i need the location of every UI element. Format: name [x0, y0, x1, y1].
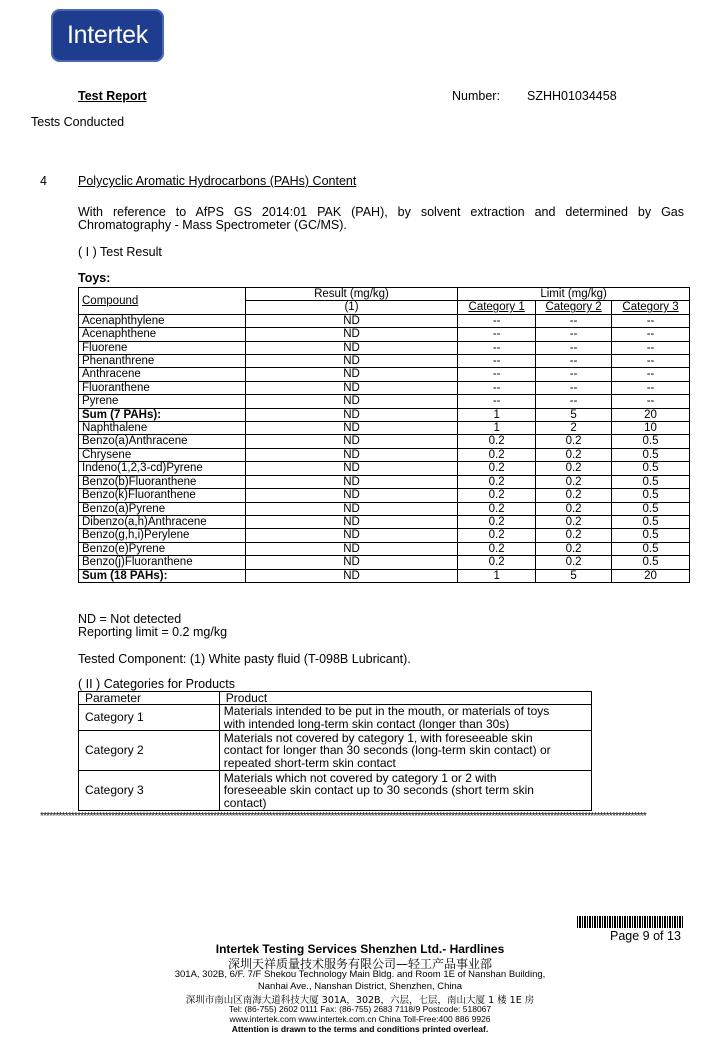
categories-table [78, 691, 592, 811]
compound-cell: Phenanthrene [79, 355, 246, 368]
result-heading: ( I ) Test Result [78, 245, 162, 259]
limit-category-1-cell: 0.2 [458, 489, 536, 502]
limit-category-3-cell: -- [612, 395, 690, 408]
category-row [79, 705, 592, 731]
table-header-row [79, 288, 690, 301]
result-cell: ND [245, 368, 457, 381]
limit-category-3-cell: 0.5 [612, 448, 690, 461]
limit-category-2-cell: 5 [536, 569, 612, 582]
limit-category-3-cell: -- [612, 314, 690, 327]
limit-category-2-cell: 0.2 [536, 515, 612, 528]
limit-category-3-cell: 0.5 [612, 529, 690, 542]
table-row [79, 542, 690, 555]
compound-cell: Fluoranthene [79, 381, 246, 394]
product-description-line: repeated short-term skin contact [223, 755, 396, 770]
table-row [79, 355, 690, 368]
limit-category-1-cell: 0.2 [458, 542, 536, 555]
category-row [79, 771, 592, 811]
result-cell: ND [245, 355, 457, 368]
category-2-header: Category 2 [536, 301, 612, 314]
footer-contact: Tel: (86-755) 2602 0111 Fax: (86-755) 2683 7118/9 Postcode: 518067 [228, 1004, 492, 1014]
footer-address-cn: 深圳市南山区南海大道科技大厦 301A，302B，六层，七层，南山大厦 1 楼 1E 房 [185, 995, 535, 1006]
limit-category-2-cell: 0.2 [536, 435, 612, 448]
table-row [79, 475, 690, 488]
result-cell: ND [245, 422, 457, 435]
limit-category-2-cell: 0.2 [536, 556, 612, 569]
table-row [79, 408, 690, 421]
product-description-line: Materials intended to be put in the mouth, or materials of toys [223, 704, 550, 718]
footer-address-1: 301A, 302B, 6/F. 7/F Shekou Technology Main Bldg. and Room 1E of Nanshan Building, [174, 969, 546, 980]
category-parameter-cell: Category 3 [79, 771, 220, 811]
limit-category-2-cell: -- [536, 368, 612, 381]
nd-note: ND = Not detected [78, 612, 182, 626]
limit-category-3-cell: 10 [612, 422, 690, 435]
limit-category-1-cell: 1 [458, 408, 536, 421]
footer-web: www.intertek.com www.intertek.com.cn China Toll-Free:400 886 9926 [229, 1014, 491, 1024]
section-title: Tests Conducted [31, 115, 125, 129]
limit-category-3-cell: 0.5 [612, 489, 690, 502]
product-header: Product [219, 692, 591, 705]
limit-category-3-cell: 20 [612, 569, 690, 582]
compound-cell: Benzo(a)Pyrene [79, 502, 246, 515]
limit-category-1-cell: -- [458, 314, 536, 327]
result-cell: ND [245, 408, 457, 421]
pah-results-table [78, 287, 690, 583]
limit-category-1-cell: 0.2 [458, 435, 536, 448]
table-row [79, 395, 690, 408]
compound-cell: Benzo(j)Fluoranthene [79, 556, 246, 569]
limit-category-3-cell: -- [612, 355, 690, 368]
result-cell: ND [245, 475, 457, 488]
table-row [79, 462, 690, 475]
limit-category-3-cell: 0.5 [612, 502, 690, 515]
product-description-line: contact) [223, 795, 267, 810]
table-row [79, 529, 690, 542]
limit-category-2-cell: -- [536, 355, 612, 368]
result-cell: ND [245, 448, 457, 461]
category-parameter-cell: Category 2 [79, 731, 220, 771]
result-cell: ND [245, 395, 457, 408]
category-product-cell [219, 771, 591, 811]
result-cell: ND [245, 328, 457, 341]
table-row [79, 435, 690, 448]
limit-category-1-cell: -- [458, 328, 536, 341]
result-cell: ND [245, 542, 457, 555]
result-cell: ND [245, 341, 457, 354]
limit-category-1-cell: 0.2 [458, 502, 536, 515]
table-row [79, 341, 690, 354]
separator-line: **************************************************************************************************************************************************************************************************** [40, 812, 646, 822]
intertek-logo [51, 9, 164, 62]
result-cell: ND [245, 489, 457, 502]
reporting-limit-note: Reporting limit = 0.2 mg/kg [78, 625, 228, 639]
limit-category-1-cell: 0.2 [458, 515, 536, 528]
barcode-icon [577, 916, 683, 928]
compound-cell: Dibenzo(a,h)Anthracene [79, 515, 246, 528]
limit-category-3-cell: -- [612, 368, 690, 381]
table-row [79, 556, 690, 569]
table-row [79, 368, 690, 381]
table-row [79, 569, 690, 582]
limit-category-1-cell: -- [458, 355, 536, 368]
table-row [79, 448, 690, 461]
product-description-line: Materials not covered by category 1, with foreseeable skin [223, 730, 533, 745]
product-description-line: contact for longer than 30 seconds (long-term skin contact) or [223, 743, 551, 758]
report-number: SZHH01034458 [527, 89, 617, 103]
limit-category-1-cell: -- [458, 381, 536, 394]
compound-cell: Benzo(a)Anthracene [79, 435, 246, 448]
compound-cell: Benzo(k)Fluoranthene [79, 489, 246, 502]
limit-category-2-cell: 0.2 [536, 529, 612, 542]
compound-cell: Anthracene [79, 368, 246, 381]
footer-attention: Attention is drawn to the terms and conditions printed overleaf. [231, 1024, 489, 1034]
table-row [79, 381, 690, 394]
report-title: Test Report [78, 89, 147, 103]
footer-company: Intertek Testing Services Shenzhen Ltd.- Hardlines [215, 942, 505, 956]
limit-category-2-cell: -- [536, 395, 612, 408]
limit-category-2-cell: 0.2 [536, 475, 612, 488]
product-description-line: with intended long-term skin contact (longer than 30s) [223, 716, 510, 731]
limit-category-1-cell: -- [458, 368, 536, 381]
test-index: 4 [40, 174, 47, 188]
table-row [79, 502, 690, 515]
result-header: Result (mg/kg) [245, 288, 457, 301]
result-cell: ND [245, 435, 457, 448]
limit-category-1-cell: 0.2 [458, 529, 536, 542]
compound-cell: Indeno(1,2,3-cd)Pyrene [79, 462, 246, 475]
result-cell: ND [245, 314, 457, 327]
limit-category-2-cell: -- [536, 381, 612, 394]
limit-category-3-cell: -- [612, 328, 690, 341]
table-row [79, 422, 690, 435]
limit-header: Limit (mg/kg) [458, 288, 690, 301]
limit-category-1-cell: -- [458, 341, 536, 354]
limit-category-1-cell: 0.2 [458, 475, 536, 488]
method-line-2: Chromatography - Mass Spectrometer (GC/MS). [78, 218, 347, 232]
limit-category-2-cell: -- [536, 341, 612, 354]
result-cell: ND [245, 462, 457, 475]
compound-cell: Acenaphthylene [79, 314, 246, 327]
compound-cell: Fluorene [79, 341, 246, 354]
compound-cell: Acenaphthene [79, 328, 246, 341]
limit-category-1-cell: 1 [458, 569, 536, 582]
footer-company-cn: 深圳天祥质量技术服务有限公司—轻工产品事业部 [227, 957, 492, 971]
limit-category-1-cell: -- [458, 395, 536, 408]
tested-component-note: Tested Component: (1) White pasty fluid (T-098B Lubricant). [78, 652, 411, 666]
limit-category-2-cell: 0.2 [536, 489, 612, 502]
parameter-header: Parameter [79, 692, 220, 705]
compound-cell: Benzo(g,h,i)Perylene [79, 529, 246, 542]
limit-category-2-cell: 0.2 [536, 542, 612, 555]
limit-category-3-cell: 0.5 [612, 475, 690, 488]
compound-cell: Pyrene [79, 395, 246, 408]
table-row [79, 314, 690, 327]
compound-cell: Benzo(e)Pyrene [79, 542, 246, 555]
test-title: Polycyclic Aromatic Hydrocarbons (PAHs) Content [78, 174, 357, 188]
category-row [79, 731, 592, 771]
result-cell: ND [245, 515, 457, 528]
limit-category-2-cell: -- [536, 328, 612, 341]
compound-header: Compound [79, 288, 246, 315]
limit-category-3-cell: 0.5 [612, 542, 690, 555]
compound-cell: Sum (18 PAHs): [79, 569, 246, 582]
limit-category-2-cell: 0.2 [536, 448, 612, 461]
compound-cell: Naphthalene [79, 422, 246, 435]
result-cell: ND [245, 381, 457, 394]
result-cell: ND [245, 529, 457, 542]
compound-cell: Sum (7 PAHs): [79, 408, 246, 421]
limit-category-2-cell: 0.2 [536, 502, 612, 515]
compound-cell: Benzo(b)Fluoranthene [79, 475, 246, 488]
result-cell: ND [245, 556, 457, 569]
limit-category-3-cell: 0.5 [612, 515, 690, 528]
logo-text: Intertek [67, 21, 148, 49]
categories-header-row [79, 692, 592, 705]
limit-category-1-cell: 0.2 [458, 556, 536, 569]
limit-category-2-cell: 0.2 [536, 462, 612, 475]
product-description-line: Materials which not covered by category 1 or 2 with [223, 770, 497, 785]
footer-address-2: Nanhai Ave., Nanshan District, Shenzhen, China [257, 981, 463, 992]
limit-category-3-cell: 0.5 [612, 556, 690, 569]
compound-cell: Chrysene [79, 448, 246, 461]
category-3-header: Category 3 [612, 301, 690, 314]
category-parameter-cell: Category 1 [79, 705, 220, 731]
limit-category-1-cell: 0.2 [458, 462, 536, 475]
product-description-line: foreseeable skin contact up to 30 seconds (short term skin [223, 783, 534, 798]
limit-category-1-cell: 0.2 [458, 448, 536, 461]
group-label: Toys: [78, 271, 111, 285]
limit-category-2-cell: -- [536, 314, 612, 327]
limit-category-2-cell: 5 [536, 408, 612, 421]
table-row [79, 515, 690, 528]
method-line-1: With reference to AfPS GS 2014:01 PAK (PAH), by solvent extraction and determined by Gas [78, 205, 684, 219]
limit-category-1-cell: 1 [458, 422, 536, 435]
result-sub-header: (1) [245, 301, 457, 314]
limit-category-3-cell: -- [612, 381, 690, 394]
limit-category-2-cell: 2 [536, 422, 612, 435]
category-product-cell [219, 731, 591, 771]
limit-category-3-cell: 20 [612, 408, 690, 421]
limit-category-3-cell: 0.5 [612, 462, 690, 475]
number-label: Number: [452, 89, 500, 103]
table-row [79, 489, 690, 502]
result-cell: ND [245, 569, 457, 582]
table-row [79, 328, 690, 341]
page-number: Page 9 of 13 [610, 929, 681, 943]
limit-category-3-cell: 0.5 [612, 435, 690, 448]
categories-heading: ( II ) Categories for Products [78, 677, 236, 691]
category-1-header: Category 1 [458, 301, 536, 314]
result-cell: ND [245, 502, 457, 515]
category-product-cell [219, 705, 591, 731]
limit-category-3-cell: -- [612, 341, 690, 354]
